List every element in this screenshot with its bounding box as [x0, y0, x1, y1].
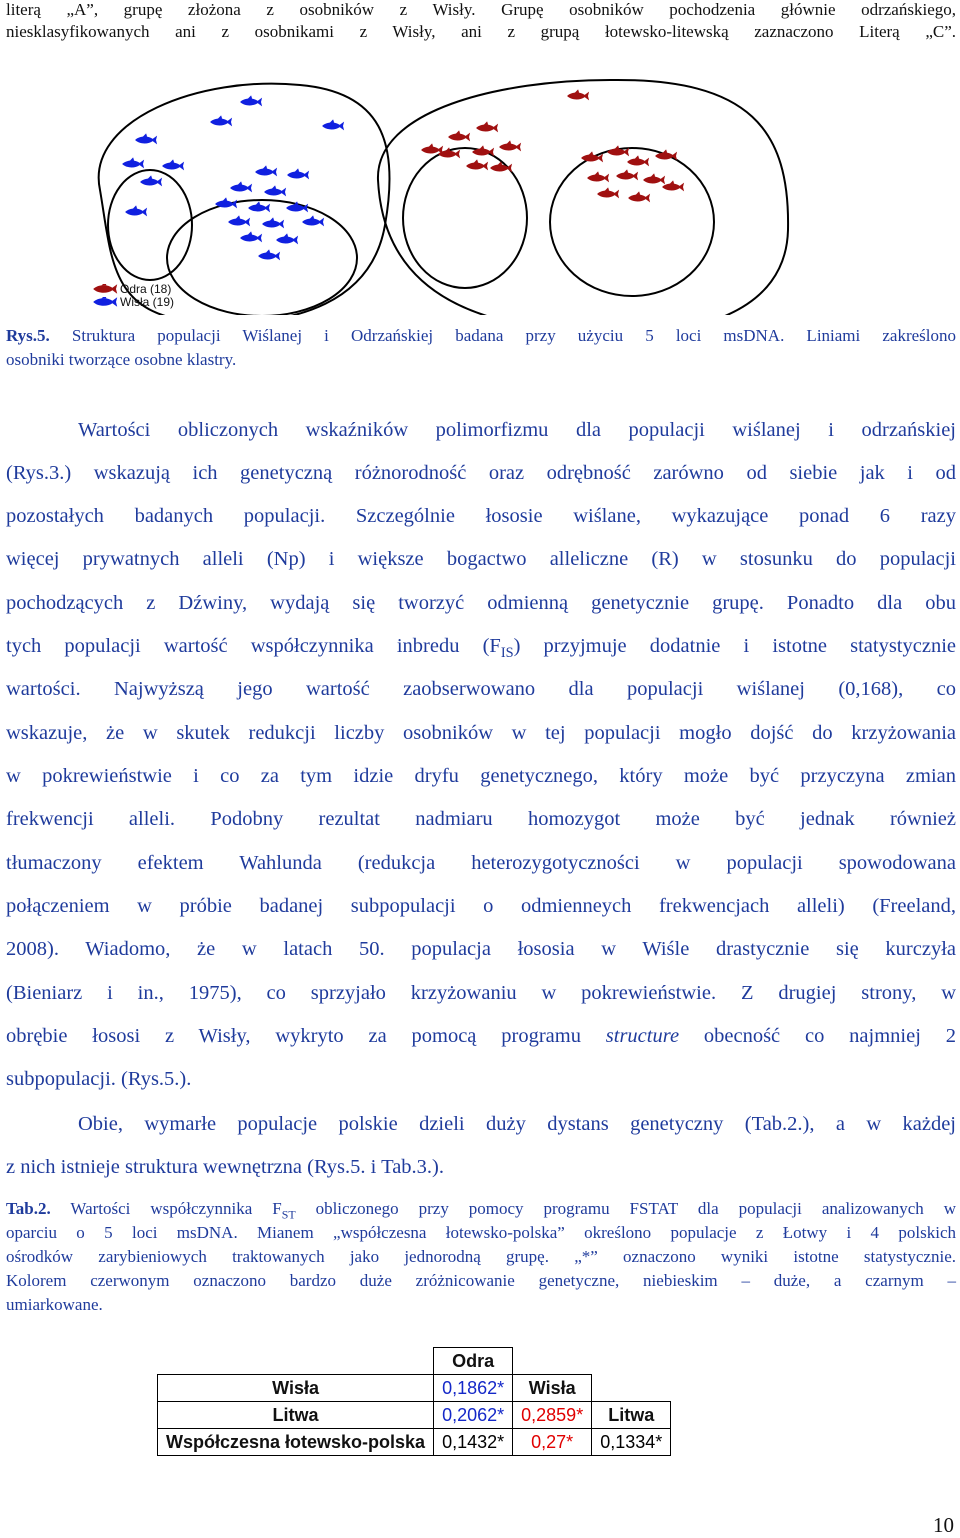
paragraph-line: tłumaczony efektem Wahlunda (redukcja heterozygotyczności w populacji spowodowana [6, 852, 956, 874]
cluster-outline-odra [378, 80, 788, 315]
table-header-cell: Współczesna łotewsko-polska [158, 1429, 434, 1456]
paragraph-line: (Bieniarz i in., 1975), co sprzyjało krzyżowaniu w pokrewieństwie. Z drugiej strony, w [6, 982, 956, 1004]
table-caption-line: oparciu o 5 loci msDNA. Mianem „współczesna łotewsko-polska” określono populacje z Łotwy i 4 polskich [6, 1223, 956, 1242]
table-value-cell: 0,1862* [434, 1375, 513, 1402]
fish-icon-odra [499, 140, 521, 151]
table-empty-cell [158, 1348, 434, 1375]
cluster-outline-wisla [99, 84, 390, 315]
fish-icon-odra [587, 171, 609, 182]
fish-icon-wisla [140, 175, 162, 186]
legend-label: Odra (18) [120, 281, 172, 296]
fish-icon [90, 284, 118, 294]
fish-icon-odra [466, 159, 488, 170]
paragraph-line: obrębie łososi z Wisły, wykryto za pomocą programu structure obecność co najmniej 2 [6, 1025, 956, 1047]
fish-icon-wisla [230, 181, 252, 192]
table-value-cell: 0,2859* [513, 1402, 592, 1429]
fish-icon-wisla [210, 115, 232, 126]
paragraph-line: tych populacji wartość współczynnika inbredu $(F_{IS})$ przyjmuje dodatnie i istotne statystycznie [6, 635, 956, 662]
fish-icon-wisla [287, 168, 309, 179]
fish-icon-wisla [248, 201, 270, 212]
table-header-cell: Wisła [158, 1375, 434, 1402]
fish-icon-odra [628, 191, 650, 202]
fish-icon-wisla [122, 157, 144, 168]
paragraph-line: połączeniem w próbie badanej subpopulacji o odmienneych frekwencjach alleli) (Freeland, [6, 895, 956, 917]
legend-item [90, 282, 174, 295]
paragraph-line: 2008). Wiadomo, że w latach 50. populacja łososia w Wiśle drastycznie się kurczyła [6, 938, 956, 960]
paragraph-line: frekwencji alleli. Podobny rezultat nadmiaru homozygot może być jednak również [6, 808, 956, 830]
paragraph-line: wskazuje, że w skutek redukcji liczby osobników w tej populacji mogło dojść do krzyżowania [6, 722, 956, 744]
figure-caption-line: osobniki tworzące osobne klastry. [6, 350, 237, 369]
table-caption-line: Kolorem czerwonym oznaczono bardzo duże zróżnicowanie genetyczne, niebieskim – duże, a czarnym – [6, 1271, 956, 1290]
table-caption-line: ośrodków zarybieniowych traktowanych jako jednorodną grupę. „*” oznaczono wyniki istotne statystycznie. [6, 1247, 956, 1266]
fish-icon-wisla [125, 205, 147, 216]
fish-icon-odra [597, 187, 619, 198]
figure-caption: Rys.5. Struktura populacji Wiślanej i Odrzańskiej badana przy użyciu 5 loci msDNA. Liniami zakreślono [6, 326, 956, 345]
fish-icon-odra [627, 155, 649, 166]
table-empty-cell [592, 1348, 671, 1375]
table-row [158, 1429, 671, 1456]
paragraph-line: z nich istnieje struktura wewnętrzna (Rys.5. i Tab.3.). [6, 1156, 444, 1178]
fish-icon-odra [490, 161, 512, 172]
fish-icon-odra [607, 145, 629, 156]
table-row [158, 1375, 671, 1402]
cluster-figure [0, 60, 960, 315]
subcluster-outline [550, 148, 714, 296]
paragraph-line: Obie, wymarłe populacje polskie dzieli duży dystans genetyczny (Tab.2.), a w każdej [78, 1113, 956, 1135]
fish-icon-wisla [228, 215, 250, 226]
paragraph-line: (Rys.3.) wskazują ich genetyczną różnorodność oraz odrębność zarówno od siebie jak i od [6, 462, 956, 484]
table-empty-cell [592, 1375, 671, 1402]
paragraph-line: wartości. Najwyższą jego wartość zaobserwowano dla populacji wiślanej (0,168), co [6, 678, 956, 700]
page-number: 10 [933, 1513, 954, 1537]
fish-icon-odra [476, 121, 498, 132]
table-row [158, 1348, 671, 1375]
text-line: literą „A”, grupę złożona z osobników z Wisły. Grupę osobników pochodzenia głównie odrzańskiego, [6, 0, 956, 19]
fish-icon-wisla [258, 249, 280, 260]
table-header-cell: Litwa [592, 1402, 671, 1429]
table-header-cell: Odra [434, 1348, 513, 1375]
fish-icon-wisla [262, 217, 284, 228]
legend [90, 282, 174, 308]
cluster-diagram [0, 60, 960, 315]
table-value-cell: 0,2062* [434, 1402, 513, 1429]
fish-icon-wisla [162, 159, 184, 170]
text-line: niesklasyfikowanych ani z osobnikami z Wisły, ani z grupą łotewsko-litewską zaznaczono Literą „C”. [6, 22, 956, 41]
fish-icon-odra [616, 169, 638, 180]
subcluster-outline [108, 170, 192, 280]
paragraph-line: więcej prywatnych alleli (Np) i większe bogactwo alleliczne (R) w stosunku do populacji [6, 548, 956, 570]
fish-icon-wisla [264, 185, 286, 196]
fst-table [157, 1347, 671, 1456]
paragraph-line: Wartości obliczonych wskaźników polimorfizmu dla populacji wiślanej i odrzańskiej [78, 419, 956, 441]
table-header-cell: Litwa [158, 1402, 434, 1429]
table-value-cell: 0,1334* [592, 1429, 671, 1456]
fish-icon-wisla [255, 165, 277, 176]
table-header-cell: Wisła [513, 1375, 592, 1402]
paragraph-line: w pokrewieństwie i co za tym idzie dryfu genetycznego, który może być przyczyna zmian [6, 765, 956, 787]
table-row [158, 1402, 671, 1429]
legend-item [90, 295, 174, 308]
fish-icon-wisla [322, 119, 344, 130]
legend-label: Wisła (19) [120, 294, 175, 309]
fish-icon-wisla [135, 133, 157, 144]
fish-icon-odra [567, 89, 589, 100]
fish-icon-odra [643, 173, 665, 184]
paragraph-line: subpopulacji. (Rys.5.). [6, 1068, 192, 1090]
table-value-cell: 0,1432* [434, 1429, 513, 1456]
table-caption-line: umiarkowane. [6, 1295, 103, 1314]
fish-icon-wisla [302, 215, 324, 226]
fish-icon-odra [662, 180, 684, 191]
fish-icon-wisla [276, 233, 298, 244]
table-empty-cell [513, 1348, 592, 1375]
fish-icon-wisla [240, 231, 262, 242]
paragraph-line: pozostałych badanych populacji. Szczególnie łososie wiślane, wykazujące ponad 6 razy [6, 505, 956, 527]
paragraph-line: pochodzących z Dźwiny, wydają się tworzyć odmienną genetycznie grupę. Ponadto dla obu [6, 592, 956, 614]
fish-icon-odra [448, 130, 470, 141]
table-value-cell: 0,27* [513, 1429, 592, 1456]
fish-icon [90, 297, 118, 307]
table-caption: Tab.2. Wartości współczynnika $F_{ST}$ obliczonego przy pomocy programu FSTAT dla populacji analizowanych w [6, 1199, 956, 1222]
fish-icon-wisla [240, 95, 262, 106]
